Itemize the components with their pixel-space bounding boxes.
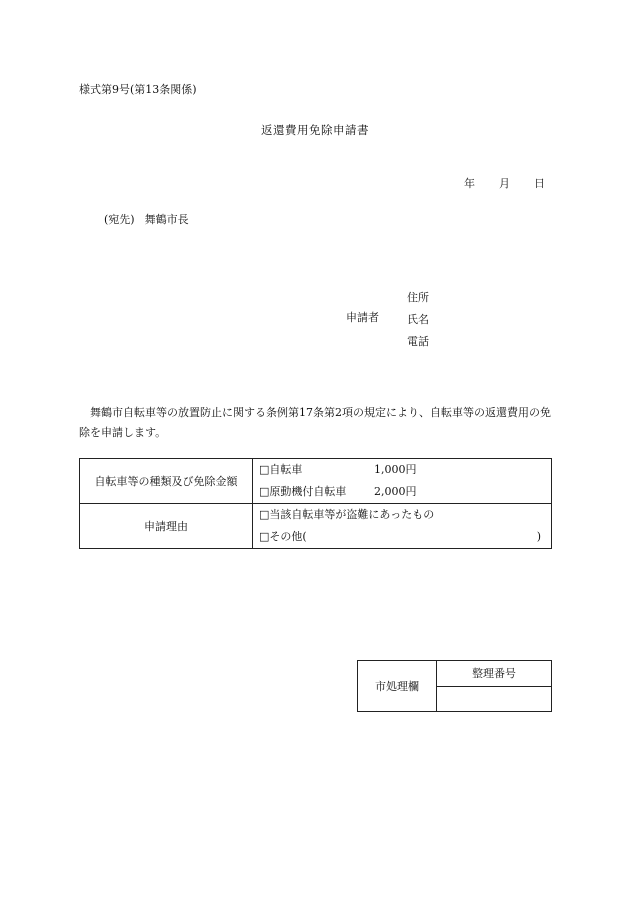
office-use-label: 市処理欄 <box>358 661 437 712</box>
date-year-label: 年 <box>464 177 475 190</box>
option-stolen-text: 当該自転車等が盗難にあったもの <box>269 508 435 521</box>
option-bicycle-text: 自転車 <box>269 463 303 476</box>
applicant-label: 申請者 <box>346 311 379 324</box>
addressee-prefix: (宛先) <box>104 213 135 226</box>
application-statement: 舞鶴市自転車等の放置防止に関する条例第17条第2項の規定により、自転車等の返還費用の免除を申請します。 <box>79 406 551 439</box>
reason-options <box>253 504 552 549</box>
application-table <box>79 458 552 549</box>
option-bicycle-amount: 1,000円 <box>374 463 417 476</box>
option-other <box>259 526 551 548</box>
table-row <box>80 459 552 504</box>
option-stolen <box>259 504 551 526</box>
option-moped-text: 原動機付自転車 <box>269 485 347 498</box>
form-number: 様式第9号(第13条関係) <box>79 83 197 96</box>
addressee-name: 舞鶴市長 <box>144 213 189 226</box>
applicant-address-label: 住所 <box>407 291 429 304</box>
document-title: 返還費用免除申請書 <box>261 123 369 137</box>
option-other-close-paren: ) <box>536 530 541 543</box>
checkbox-other[interactable]: □ <box>259 530 270 543</box>
checkbox-moped[interactable]: □ <box>259 485 270 498</box>
date-month-label: 月 <box>499 177 510 190</box>
option-moped-amount: 2,000円 <box>374 485 417 498</box>
checkbox-stolen[interactable]: □ <box>259 508 270 521</box>
reference-number-header: 整理番号 <box>437 661 552 687</box>
option-bicycle <box>259 459 551 481</box>
office-use-table <box>357 660 552 712</box>
table-row <box>80 504 552 549</box>
table-row <box>358 661 552 687</box>
vehicle-type-label: 自転車等の種類及び免除金額 <box>80 459 253 504</box>
reference-number-field[interactable] <box>437 686 552 712</box>
date-day-label: 日 <box>534 177 545 190</box>
applicant-name-label: 氏名 <box>407 313 429 326</box>
applicant-phone-label: 電話 <box>407 335 429 348</box>
reason-label: 申請理由 <box>80 504 253 549</box>
checkbox-bicycle[interactable]: □ <box>259 463 270 476</box>
option-moped <box>259 481 551 503</box>
date-line <box>464 175 545 191</box>
vehicle-type-options <box>253 459 552 504</box>
addressee <box>104 211 189 227</box>
applicant-fields <box>407 287 429 353</box>
option-other-text: その他( <box>269 530 307 543</box>
